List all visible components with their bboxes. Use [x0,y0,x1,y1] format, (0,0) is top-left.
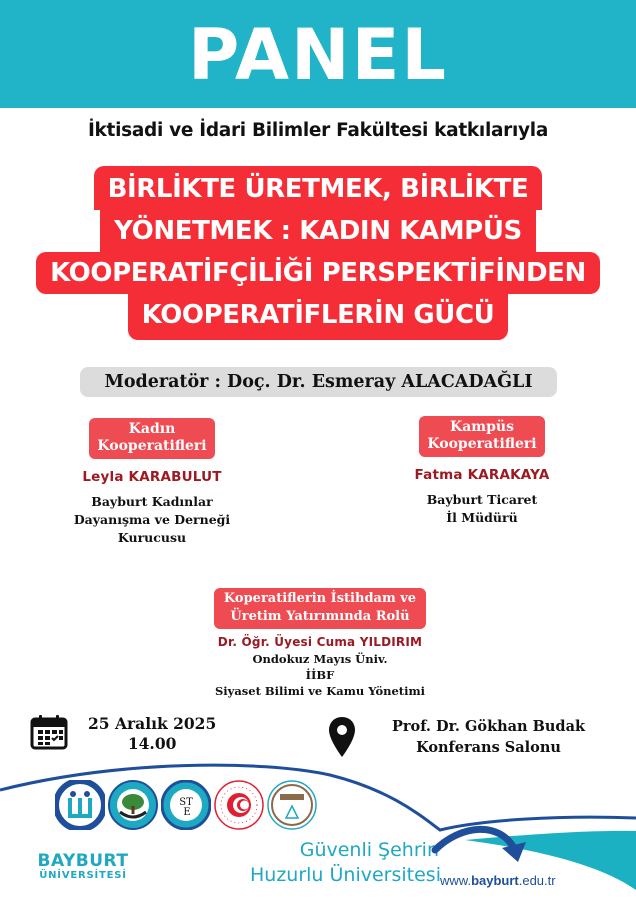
speaker-card [362,416,602,527]
header-banner [0,0,636,108]
speaker-affiliation [74,493,230,547]
affiliation-line: Siyaset Bilimi ve Kamu Yönetimi [214,684,426,698]
venue-line: Prof. Dr. Gökhan Budak [392,718,586,735]
event-venue [328,716,585,758]
banner-title: PANEL [187,14,449,96]
speaker-card [170,588,470,699]
university-name-line2: ÜNİVERSİTESİ [39,870,127,881]
topic-line: Kooperatifleri [97,438,207,454]
venue-line: Konferans Salonu [416,739,561,756]
affiliation-line: Kurucusu [117,530,187,545]
partner-logos [55,780,320,830]
map-pin-icon [328,716,356,758]
bayburt-university-logo [55,780,105,830]
speaker-topic-tag [89,418,214,459]
affiliation-line: İl Müdürü [446,510,518,525]
svg-text:ST: ST [179,797,193,808]
svg-text:E: E [183,807,191,818]
ste-logo [161,780,211,830]
speaker-name: Fatma KARAKAYA [414,467,550,483]
website-domain: bayburt [471,873,519,888]
website-prefix: www. [440,873,472,888]
curved-arrow-icon [430,820,550,870]
event-date [30,714,216,754]
speaker-card [52,418,252,547]
topic-line: Kadın [128,421,176,437]
title-line: KOOPERATİFLERİN GÜCÜ [128,294,509,340]
topic-line: Üretim Yatırımında Rolü [230,609,410,624]
faculty-line: İktisadi ve İdari Bilimler Fakültesi katkılarıyla [87,120,549,141]
time-value: 14.00 [127,734,177,753]
title-line: KOOPERATİFÇİLİĞİ PERSPEKTİFİNDEN [36,252,600,294]
university-name-line1: BAYBURT [37,851,129,871]
website-link[interactable] [440,873,556,888]
speaker-name: Dr. Öğr. Üyesi Cuma YILDIRIM [217,635,423,649]
speaker-name: Leyla KARABULUT [82,469,222,485]
ministry-trade-logo [214,780,264,830]
university-name [33,852,133,882]
speaker-affiliation [215,651,425,699]
topic-line: Kampüs [450,419,514,435]
affiliation-line: Ondokuz Mayıs Üniv. [252,652,388,666]
date-value: 25 Aralık 2025 [88,714,217,733]
slogan-line2: Huzurlu Üniversitesi [250,864,441,886]
slogan [250,838,441,888]
affiliation-line: İİBF [305,668,335,682]
main-title [0,166,636,340]
website-suffix: .edu.tr [518,873,556,888]
moderator-label: Moderatör : Doç. Dr. Esmeray ALACADAĞLI [80,367,557,397]
speaker-topic-tag [214,588,426,629]
title-line: BİRLİKTE ÜRETMEK, BİRLİKTE [94,166,543,210]
slogan-line1: Güvenli Şehrin [299,839,439,861]
affiliation-line: Dayanışma ve Derneği [73,512,231,527]
date-text [88,714,216,754]
affiliation-line: Bayburt Kadınlar [91,494,213,509]
calendar-icon [30,714,68,750]
topic-line: Koperatiflerin İstihdam ve [223,591,417,606]
title-line: YÖNETMEK : KADIN KAMPÜS [100,210,536,252]
topic-line: Kooperatifleri [427,436,537,452]
speaker-affiliation [427,491,538,527]
affiliation-line: Bayburt Ticaret [426,492,538,507]
bakab-logo [267,780,317,830]
speaker-topic-tag [419,416,544,457]
venue-text [392,716,585,758]
green-tree-logo [108,780,158,830]
